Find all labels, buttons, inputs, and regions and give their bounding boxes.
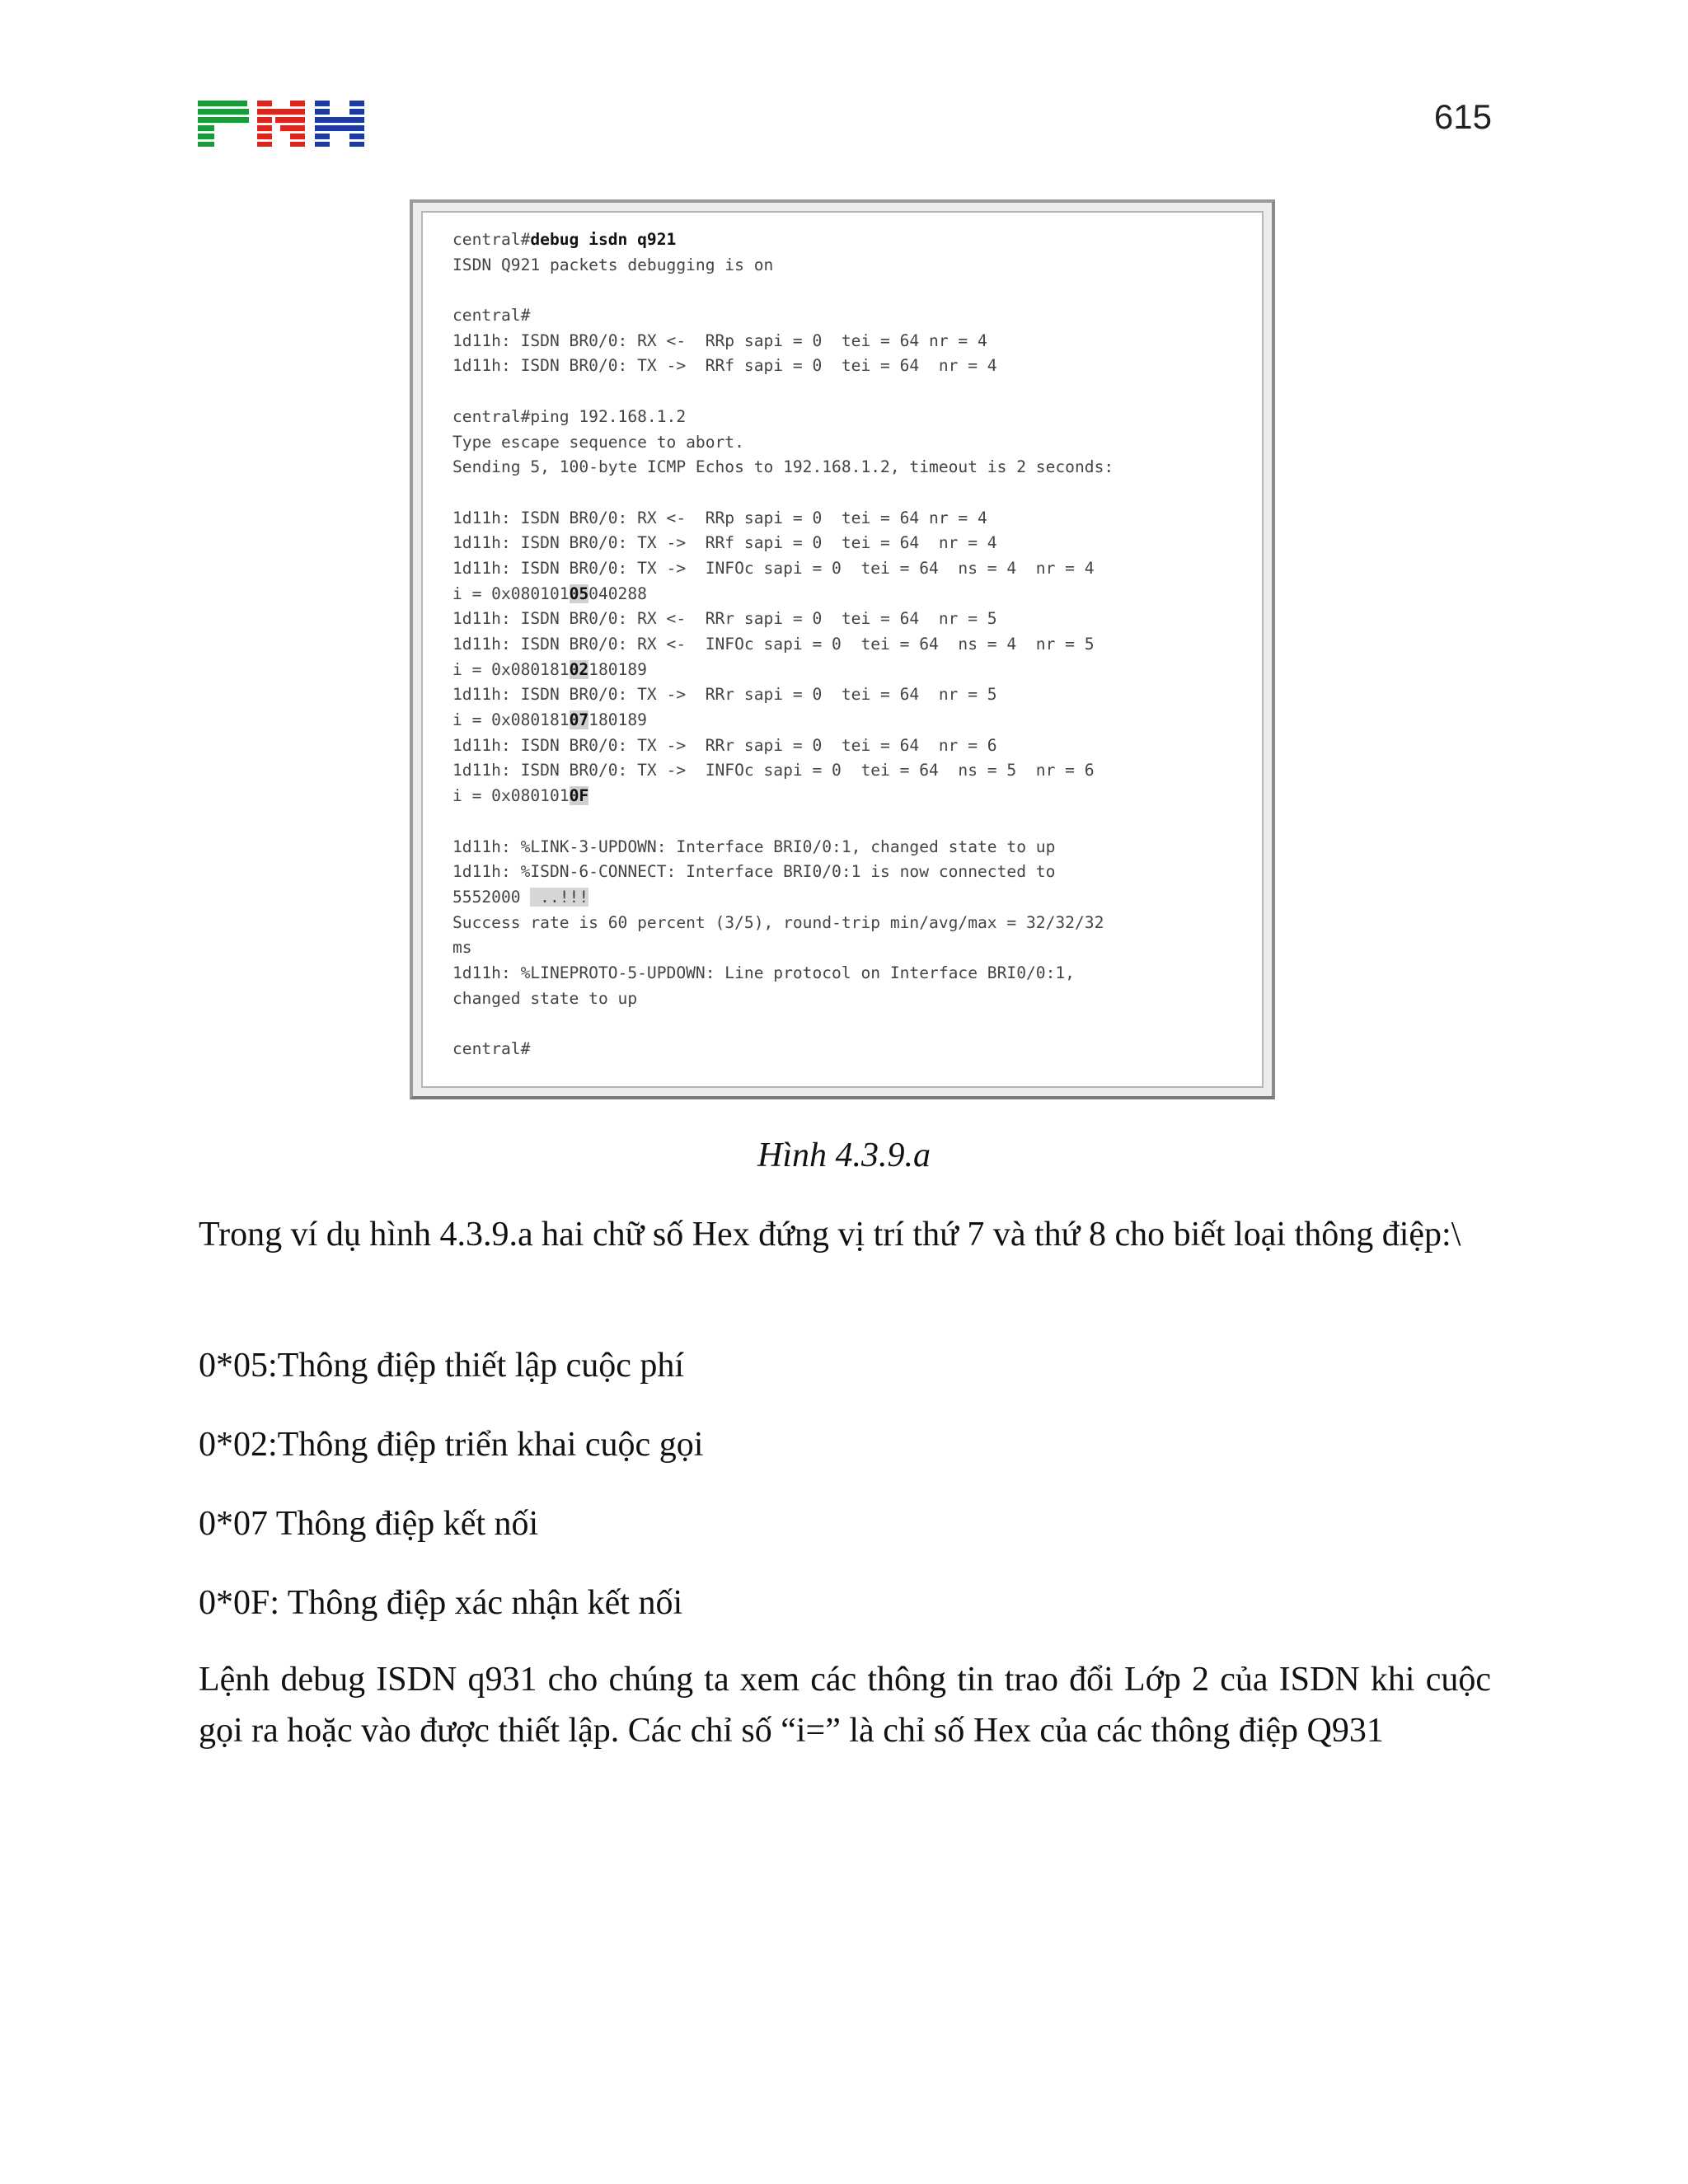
terminal-line: 5552000 ..!!! <box>452 887 589 907</box>
terminal-line: central#ping 192.168.1.2 <box>452 406 687 426</box>
terminal-line <box>452 809 1262 835</box>
terminal-line <box>452 1011 1262 1037</box>
terminal-line: ISDN Q921 packets debugging is on <box>452 255 774 274</box>
terminal-line: 1d11h: ISDN BR0/0: TX -> INFOc sapi = 0 tei = 64 ns = 5 nr = 6 <box>452 761 1095 780</box>
terminal-line: Sending 5, 100-byte ICMP Echos to 192.168.1.2, timeout is 2 seconds: <box>452 457 1114 477</box>
terminal-line: central#debug isdn q921 <box>452 230 677 249</box>
terminal-line: ms <box>452 938 472 958</box>
figure-screenshot <box>410 199 1275 1099</box>
terminal-line: 1d11h: ISDN BR0/0: TX -> RRf sapi = 0 tei = 64 nr = 4 <box>452 356 997 376</box>
terminal-line: 1d11h: ISDN BR0/0: TX -> RRr sapi = 0 tei = 64 nr = 5 <box>452 685 997 705</box>
message-type-item: 0*0F: Thông điệp xác nhận kết nối <box>199 1584 683 1622</box>
pnh-logo <box>198 101 366 147</box>
terminal-line <box>452 278 1262 303</box>
terminal-line: i = 0x08018107180189 <box>452 710 647 730</box>
terminal-line: 1d11h: %LINK-3-UPDOWN: Interface BRI0/0:1, changed state to up <box>452 837 1056 856</box>
terminal-line: 1d11h: ISDN BR0/0: RX <- RRp sapi = 0 tei = 64 nr = 4 <box>452 330 987 350</box>
terminal-line: central# <box>452 306 531 326</box>
terminal-line: 1d11h: %LINEPROTO-5-UPDOWN: Line protocol on Interface BRI0/0:1, <box>452 963 1075 982</box>
terminal-line: i = 0x08018102180189 <box>452 659 647 679</box>
page-number: 615 <box>1433 97 1492 136</box>
terminal-line: 1d11h: ISDN BR0/0: TX -> RRf sapi = 0 tei = 64 nr = 4 <box>452 533 997 553</box>
intro-paragraph: Trong ví dụ hình 4.3.9.a hai chữ số Hex đứng vị trí thứ 7 và thứ 8 cho biết loại thông điệp:\ <box>199 1216 1461 1254</box>
terminal-output <box>421 211 1264 1088</box>
terminal-line: i = 0x0801010F <box>452 786 589 806</box>
terminal-line: central# <box>452 1039 531 1058</box>
terminal-line: 1d11h: ISDN BR0/0: RX <- INFOc sapi = 0 tei = 64 ns = 4 nr = 5 <box>452 635 1095 654</box>
message-type-item: 0*07 Thông điệp kết nối <box>199 1505 539 1543</box>
terminal-line: Type escape sequence to abort. <box>452 432 744 452</box>
terminal-line: i = 0x08010105040288 <box>452 583 647 603</box>
closing-paragraph: Lệnh debug ISDN q931 cho chúng ta xem các thông tin trao đổi Lớp 2 của ISDN khi cuộc gọi ra hoặc vào được thiết lập. Các chỉ số “i=” là chỉ số Hex của các thông điệp Q931 <box>199 1661 1491 1750</box>
terminal-line: 1d11h: %ISDN-6-CONNECT: Interface BRI0/0:1 is now connected to <box>452 862 1056 882</box>
terminal-line: 1d11h: ISDN BR0/0: RX <- RRr sapi = 0 tei = 64 nr = 5 <box>452 609 997 629</box>
terminal-line <box>452 480 1262 506</box>
terminal-line: Success rate is 60 percent (3/5), round-trip min/avg/max = 32/32/32 <box>452 912 1104 932</box>
terminal-line: 1d11h: ISDN BR0/0: RX <- RRp sapi = 0 tei = 64 nr = 4 <box>452 508 987 527</box>
terminal-line: 1d11h: ISDN BR0/0: TX -> RRr sapi = 0 tei = 64 nr = 6 <box>452 735 997 755</box>
terminal-line: 1d11h: ISDN BR0/0: TX -> INFOc sapi = 0 tei = 64 ns = 4 nr = 4 <box>452 558 1095 578</box>
figure-caption: Hình 4.3.9.a <box>757 1137 931 1174</box>
message-type-item: 0*05:Thông điệp thiết lập cuộc phí <box>199 1347 685 1385</box>
terminal-line <box>452 379 1262 405</box>
message-type-item: 0*02:Thông điệp triển khai cuộc gọi <box>199 1426 704 1464</box>
terminal-line: changed state to up <box>452 988 638 1008</box>
